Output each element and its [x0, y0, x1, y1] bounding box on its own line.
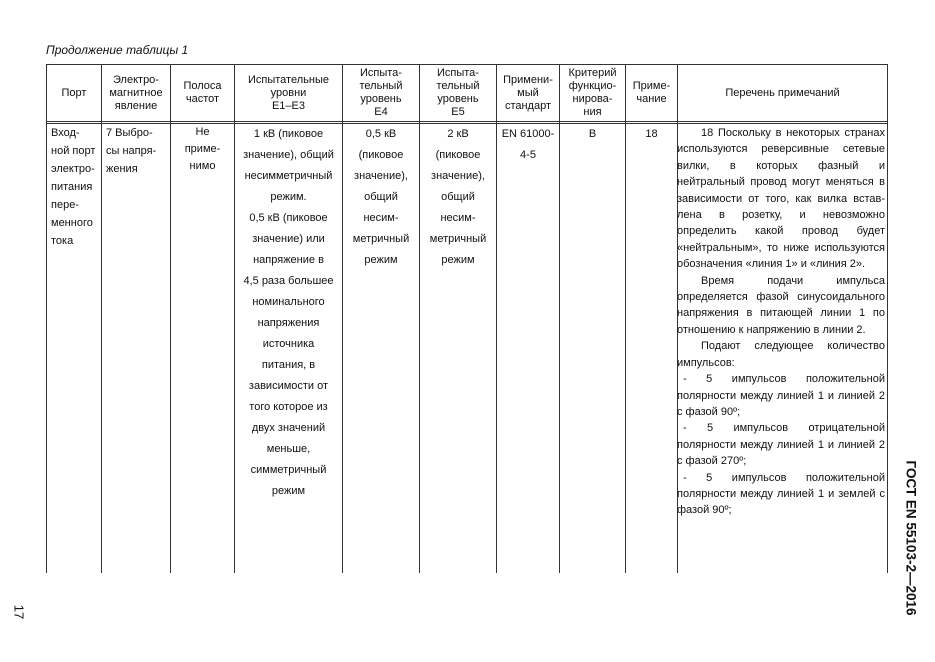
cell-level-e4: 0,5 кВ (пиковое значение), общий несим- метричный режим — [352, 128, 410, 266]
header-level-e4: Испыта- тельный уровень Е4 — [359, 67, 403, 118]
cell-level-e5: 2 кВ (пиковое значение), общий несим- метричный режим — [429, 128, 487, 266]
header-port: Порт — [61, 86, 87, 99]
note-bullet: - 5 импульсов положительной полярности между линией 1 и землей с фазой 90º; — [677, 471, 885, 517]
col-border — [887, 64, 888, 573]
header-level-e5: Испыта- тельный уровень Е5 — [436, 67, 480, 118]
cell-phenomenon: 7 Выбро- сы напря- жения — [106, 127, 157, 175]
document-standard-label: ГОСТ EN 55103-2—2016 — [903, 460, 919, 615]
cell-band: Не приме- нимо — [184, 126, 221, 172]
page-number: 17 — [11, 604, 27, 620]
cell-levels-e1e3: 1 кВ (пиковое значение), общий несимметричный режим. 0,5 кВ (пиковое значение) или напряжение в 4,5 раза большее номинального напряжения источника питания, в зависимости от того которое из двух значений меньше, симметричный режим — [243, 128, 334, 497]
standards-table — [46, 64, 888, 573]
note-paragraph: Подают следующее количество импульсов: — [677, 340, 885, 369]
table-caption: Продолжение таблицы 1 — [46, 43, 189, 57]
col-border — [101, 64, 102, 573]
notes-list — [677, 125, 885, 519]
header-levels-e1e3: Испытательные уровни Е1–Е3 — [248, 73, 329, 112]
header-notes-list: Перечень примечаний — [725, 86, 840, 99]
col-border — [46, 64, 47, 573]
header-standard: Примени- мый стандарт — [503, 73, 553, 112]
cell-remark: 18 — [645, 128, 658, 140]
header-band: Полоса частот — [183, 80, 222, 105]
note-bullet: - 5 импульсов отрицательной полярности между линией 1 и линией 2 с фазой 270º; — [677, 422, 885, 468]
header-divider — [46, 121, 888, 122]
cell-standard: EN 61000- 4-5 — [501, 128, 555, 161]
header-phenomenon: Электро- магнитное явление — [109, 73, 163, 112]
cell-criterion: В — [588, 128, 597, 140]
note-paragraph: Время подачи импульса определяется фазой синусоидального напряжения в питающей линии 1 по отношению к напряжению в линии 2. — [677, 274, 885, 336]
note-bullet: - 5 импульсов положительной полярности между линией 1 и линией 2 с фазой 90º; — [677, 373, 885, 418]
header-remark: Приме- чание — [632, 80, 671, 105]
note-paragraph: 18 Поскольку в некоторых странах используются реверсивные сетевые вилки, в которых фазный и нейтральный провод могут меняться в зависимости от того, как вилка встав-лена в розетку, и невозможно определить какой провод будет «нейтральным», то ниже используются обозначения «линия 1» и «линия 2». — [677, 127, 885, 271]
header-criterion: Критерий функцио- нирова- ния — [568, 67, 617, 118]
cell-port: Вход- ной порт электро- питания пере- менного тока — [51, 127, 96, 247]
